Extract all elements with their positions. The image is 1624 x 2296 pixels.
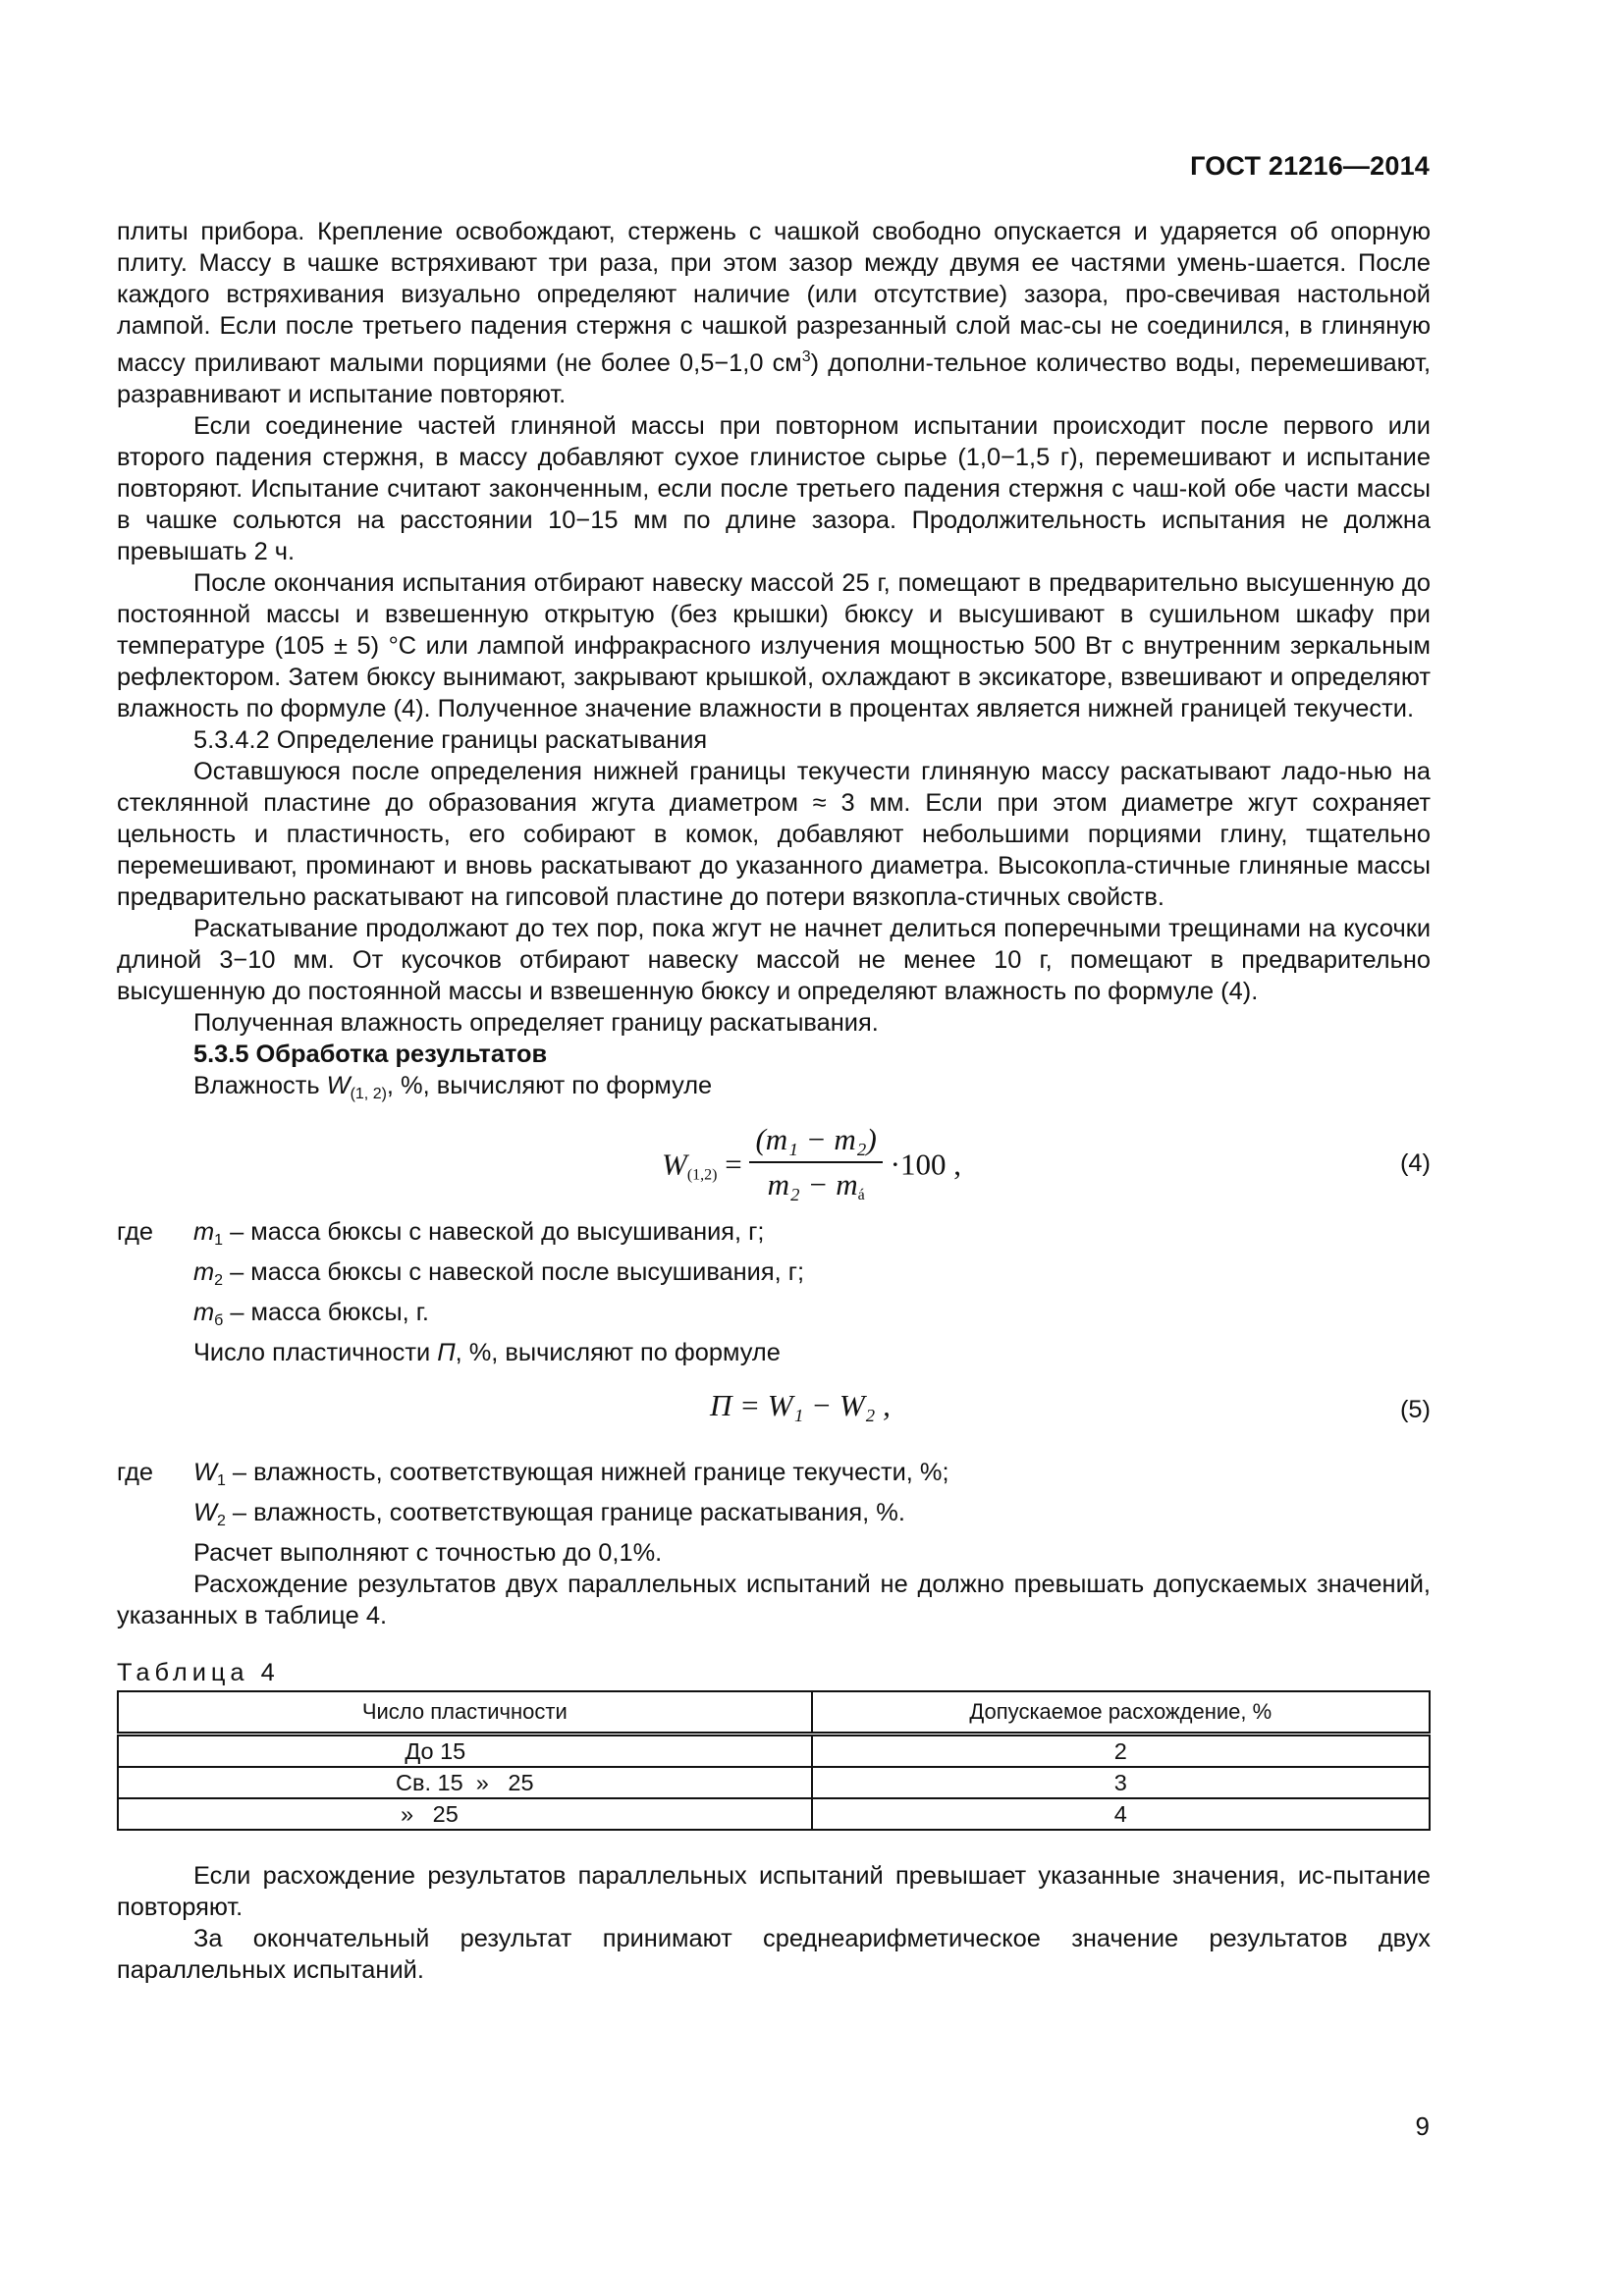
variable: W <box>193 1459 217 1486</box>
variable: W <box>193 1499 217 1526</box>
where-list-2 <box>117 1457 1431 1569</box>
table-cell: Св. 15 » 25 <box>118 1767 812 1798</box>
where-item <box>193 1216 1431 1256</box>
superscript: 3 <box>801 348 811 365</box>
paragraph: Полученная влажность определяет границу раскатывания. <box>193 1009 879 1037</box>
paragraph: После окончания испытания отбирают навеску массой 25 г, помещают в предварительно высушенную до постоянной массы и взвешенную открытую (без крышки) бюксу и высушивают в сушильном шкафу при температуре (105 ± 5) °С или лампой инфракрасного излучения мощностью 500 Вт с внутренним зеркальным рефлектором. Затем бюксу вынимают, закрывают крышкой, охлаждают в эксикаторе, взвешивают и определяют влажность по формуле (4). Полученное значение влажности в процентах является нижней границей текучести. <box>117 569 1431 722</box>
variable: m <box>193 1218 215 1246</box>
section-heading-5-3-5: 5.3.5 Обработка результатов <box>193 1041 548 1068</box>
where-item-text: – влажность, соответствующая нижней границе текучести, %; <box>225 1459 949 1486</box>
paragraph-text: Число пластичности <box>193 1339 438 1366</box>
subscript: б <box>214 1312 224 1329</box>
where-list-1 <box>117 1216 1431 1368</box>
formula-denominator <box>749 1163 882 1211</box>
paragraph <box>117 1070 1431 1110</box>
table-cell: 2 <box>812 1735 1430 1768</box>
where-item <box>193 1297 1431 1337</box>
equation-number-4: (4) <box>1399 1149 1431 1177</box>
where-items <box>193 1457 1431 1569</box>
variable: m <box>193 1299 215 1326</box>
table-cell: 3 <box>812 1767 1430 1798</box>
paragraph-text: , %, вычисляют по формуле <box>455 1339 781 1366</box>
subscript: 2 <box>216 1513 226 1529</box>
paragraph: Расхождение результатов двух параллельных испытаний не должно превышать допускаемых значений, указанных в таблице 4. <box>117 1571 1431 1629</box>
paragraph: Оставшуюся после определения нижней границы текучести глиняную массу раскатывают ладо-нью на стеклянной пластине до образования жгута диаметром ≈ 3 мм. Если при этом диаметре жгут сохраняет цельность и пластичность, его собирают в комок, добавляют небольшими порциями глину, тщательно перемешивают, проминают и вновь раскатывают до указанного диаметра. Высокопла-стичные глиняные массы предварительно раскатывают на гипсовой пластине до потери вязкопла-стичных свойств. <box>117 758 1431 911</box>
paragraph: Если расхождение результатов параллельных испытаний превышает указанные значения, ис-пытание повторяют. <box>117 1862 1431 1921</box>
table-cell: 4 <box>812 1798 1430 1830</box>
section-heading-5-3-4-2: 5.3.4.2 Определение границы раскатывания <box>193 726 708 754</box>
paragraph: Раскатывание продолжают до тех пор, пока жгут не начнет делиться поперечными трещинами на кусочки длиной 3−10 мм. От кусочков отбирают навеску массой не менее 10 г, помещают в предварительно высушенную до постоянной массы и взвешенную бюксу и определяют влажность по формуле (4). <box>117 915 1431 1005</box>
paragraph-text: , %, вычисляют по формуле <box>386 1072 713 1099</box>
table-4 <box>117 1690 1431 1831</box>
table-header-cell: Число пластичности <box>118 1691 812 1735</box>
paragraph-text: Влажность <box>193 1072 327 1099</box>
formula-5 <box>117 1368 1431 1457</box>
where-item-text: – масса бюксы, г. <box>223 1299 429 1326</box>
formula-numerator: (m₁ − m₂) <box>749 1124 882 1163</box>
formula-lhs: W <box>662 1147 687 1182</box>
table-cell: » 25 <box>118 1798 812 1830</box>
page-number: 9 <box>1415 2111 1430 2141</box>
table-caption: Таблица 4 <box>117 1659 280 1686</box>
formula-denominator-subscript: á <box>857 1187 865 1203</box>
variable: m <box>193 1258 215 1286</box>
where-item-text: – влажность, соответствующая границе раскатывания, %. <box>225 1499 905 1526</box>
table-header-row <box>118 1691 1430 1735</box>
formula-4 <box>117 1110 1431 1216</box>
where-item-text: – масса бюксы с навеской после высушивания, г; <box>223 1258 805 1286</box>
table-row <box>118 1767 1430 1798</box>
formula-multiplier: ·100 , <box>890 1147 961 1182</box>
where-items <box>193 1216 1431 1368</box>
table-header-cell: Допускаемое расхождение, % <box>812 1691 1430 1735</box>
paragraph-text: ) дополни-тельное количество воды, перемешивают, разравнивают и испытание повторяют. <box>117 349 1431 408</box>
formula-5-expression: П = W₁ − W₂ , <box>710 1388 891 1422</box>
where-item <box>193 1497 1431 1537</box>
subscript: 2 <box>214 1272 224 1289</box>
formula-denominator-text: m₂ − m <box>767 1167 858 1201</box>
subscript: (1, 2) <box>350 1086 387 1102</box>
paragraph-text: плиты прибора. Крепление освобождают, стержень с чашкой свободно опускается и ударяется об опорную плиту. Массу в чашке встряхивают три раза, при этом зазор между двумя ее частями умень-шается. После каждого встряхивания визуально определяют наличие (или отсутствие) зазора, про-свечивая настольной лампой. Если после третьего падения стержня с чашкой разрезанный слой мас-сы не соединился, в глиняную массу приливают малыми порциями (не более 0,5−1,0 см <box>117 218 1431 377</box>
document-body <box>117 216 1431 1986</box>
paragraph <box>117 216 1431 410</box>
subscript: 1 <box>214 1232 224 1249</box>
where-label: где <box>117 1459 154 1486</box>
paragraph: Расчет выполняют с точностью до 0,1%. <box>193 1539 663 1567</box>
formula-4-expression: $W_{(1,2)}$ = $\frac{\text{(m₁ − m₂)}}{m_2 - m_á}$ ·100 , <box>662 1124 961 1211</box>
formula-lhs-subscript: (1,2) <box>686 1166 718 1184</box>
variable: П <box>437 1339 456 1366</box>
formula-fraction <box>749 1124 882 1211</box>
equation-number-5: (5) <box>1399 1396 1431 1423</box>
document-code-header: ГОСТ 21216—2014 <box>1190 151 1430 181</box>
table-row <box>118 1798 1430 1830</box>
subscript: 1 <box>216 1472 226 1489</box>
where-item <box>193 1457 1431 1497</box>
table-row <box>118 1735 1430 1768</box>
table-cell: До 15 <box>118 1735 812 1768</box>
variable: W <box>326 1072 351 1099</box>
where-item-text: – масса бюксы с навеской до высушивания, г; <box>223 1218 765 1246</box>
paragraph: Если соединение частей глиняной массы при повторном испытании происходит после первого или второго падения стержня, в массу добавляют сухое глинистое сырье (1,0−1,5 г), перемешивают и испытание повторяют. Испытание считают законченным, если после третьего падения стержня с чаш-кой обе части массы в чашке сольются на расстоянии 10−15 мм по длине зазора. Продолжительность испытания не должна превышать 2 ч. <box>117 412 1431 565</box>
paragraph: За окончательный результат принимают среднеарифметическое значение результатов двух параллельных испытаний. <box>117 1925 1431 1984</box>
where-item <box>193 1256 1431 1297</box>
where-label: где <box>117 1218 154 1246</box>
paragraph <box>193 1337 1431 1368</box>
